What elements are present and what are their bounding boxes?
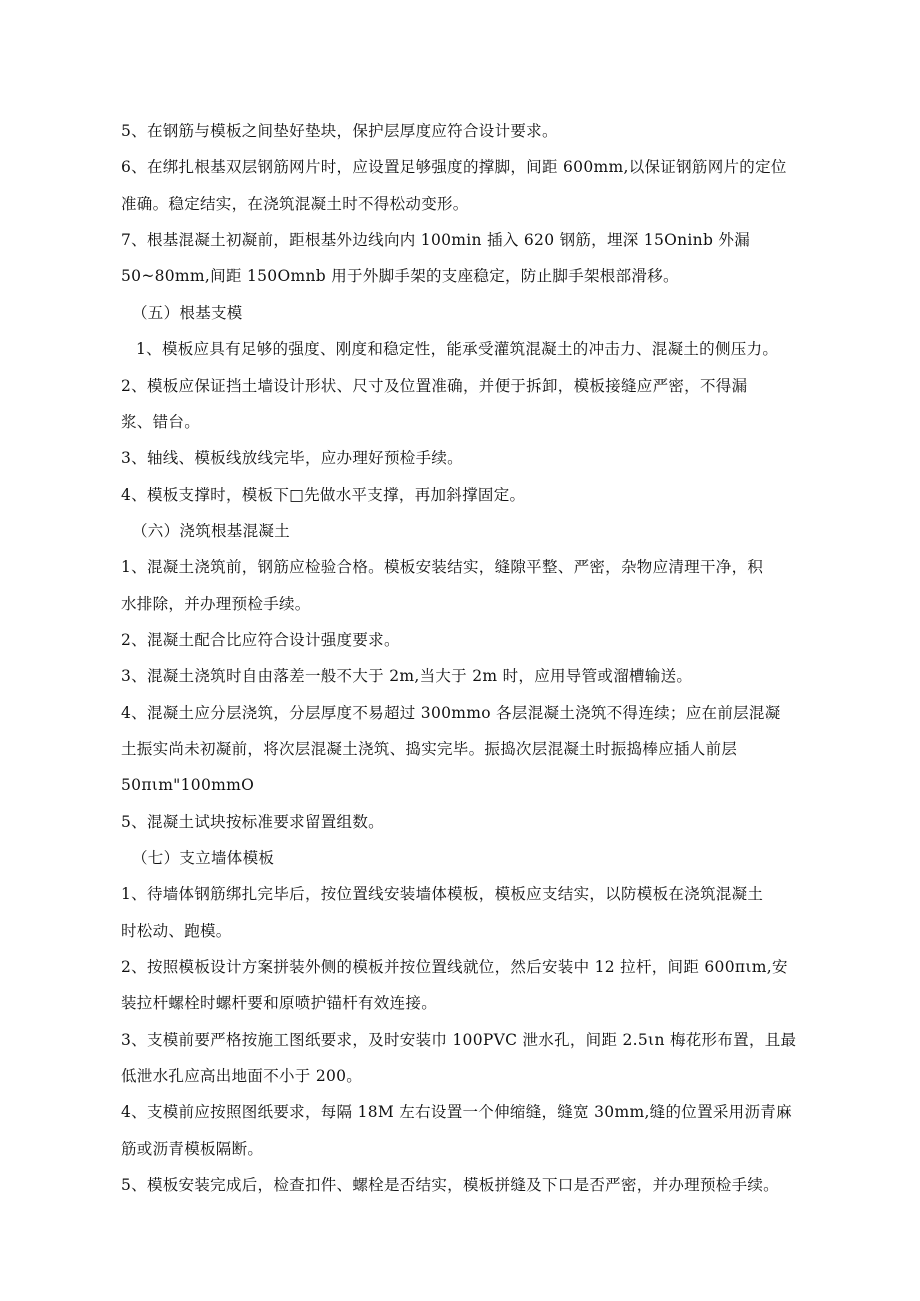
paragraph-line: 2、混凝土配合比应符合设计强度要求。 <box>121 631 400 649</box>
paragraph-line: 7、根基混凝土初凝前，距根基外边线向内 100min 插入 620 钢筋，埋深 15Oninb 外漏 <box>121 231 751 249</box>
paragraph-line: 4、模板支撑时，模板下□先做水平支撑，再加斜撑固定。 <box>121 486 526 504</box>
paragraph-line: 装拉杆螺栓时螺杆要和原喷护锚杆有效连接。 <box>121 994 438 1012</box>
paragraph-line: 1、模板应具有足够的强度、刚度和稳定性，能承受灌筑混凝土的冲击力、混凝土的侧压力。 <box>136 340 779 358</box>
paragraph-line: 低泄水孔应高出地面不小于 200。 <box>121 1067 363 1085</box>
paragraph-line: 时松动、跑模。 <box>121 922 232 940</box>
paragraph-line: 1、待墙体钢筋绑扎完毕后，按位置线安装墙体模板，模板应支结实，以防模板在浇筑混凝土 <box>121 885 764 903</box>
paragraph-line: 4、支模前应按照图纸要求，每隔 18M 左右设置一个伸缩缝，缝宽 30mm,缝的位置采用沥青麻 <box>121 1103 792 1121</box>
paragraph-line: 土振实尚未初凝前，将次层混凝土浇筑、捣实完毕。振捣次层混凝土时振捣棒应插人前层 <box>121 740 738 758</box>
paragraph-line: 3、轴线、模板线放线完毕，应办理好预检手续。 <box>121 449 463 467</box>
paragraph-line: 50~80mm,间距 150Omnb 用于外脚手架的支座稳定，防止脚手架根部滑移。 <box>121 267 679 285</box>
paragraph-line: 1、混凝土浇筑前，钢筋应检验合格。模板安装结实，缝隙平整、严密，杂物应清理干净，积 <box>121 558 764 576</box>
paragraph-line: 50πιm"100mmO <box>121 776 255 794</box>
paragraph-line: 3、混凝土浇筑时自由落差一般不大于 2m,当大于 2m 时，应用导管或溜槽输送。 <box>121 667 693 685</box>
paragraph-line: 浆、错台。 <box>121 413 201 431</box>
paragraph-line: 水排除，并办理预检手续。 <box>121 595 311 613</box>
section-heading: （七）支立墙体模板 <box>132 849 275 867</box>
section-heading: （五）根基支模 <box>132 304 243 322</box>
paragraph-line: 筋或沥青模板隔断。 <box>121 1140 264 1158</box>
paragraph-line: 6、在绑扎根基双层钢筋网片时，应设置足够强度的撑脚，间距 600mm,以保证钢筋网片的定位 <box>121 158 787 176</box>
paragraph-line: 5、在钢筋与模板之间垫好垫块，保护层厚度应符合设计要求。 <box>121 122 558 140</box>
paragraph-line: 4、混凝土应分层浇筑，分层厚度不易超过 300mmo 各层混凝土浇筑不得连续；应在前层混凝 <box>121 704 781 722</box>
paragraph-line: 准确。稳定结实，在浇筑混凝土时不得松动变形。 <box>121 195 469 213</box>
paragraph-line: 5、混凝土试块按标准要求留置组数。 <box>121 813 384 831</box>
paragraph-line: 2、按照模板设计方案拼装外侧的模板并按位置线就位，然后安装中 12 拉杆，间距 600πιm,安 <box>121 958 788 976</box>
paragraph-line: 5、模板安装完成后，检查扣件、螺栓是否结实，模板拼缝及下口是否严密，并办理预检手续。 <box>121 1176 779 1194</box>
paragraph-line: 3、支模前要严格按施工图纸要求，及时安装巾 100PVC 泄水孔，间距 2.5ιn 梅花形布置，且最 <box>121 1031 797 1049</box>
section-heading: （六）浇筑根基混凝土 <box>132 522 291 540</box>
paragraph-line: 2、模板应保证挡土墙设计形状、尺寸及位置准确，并便于拆卸，模板接缝应严密，不得漏 <box>121 377 748 395</box>
